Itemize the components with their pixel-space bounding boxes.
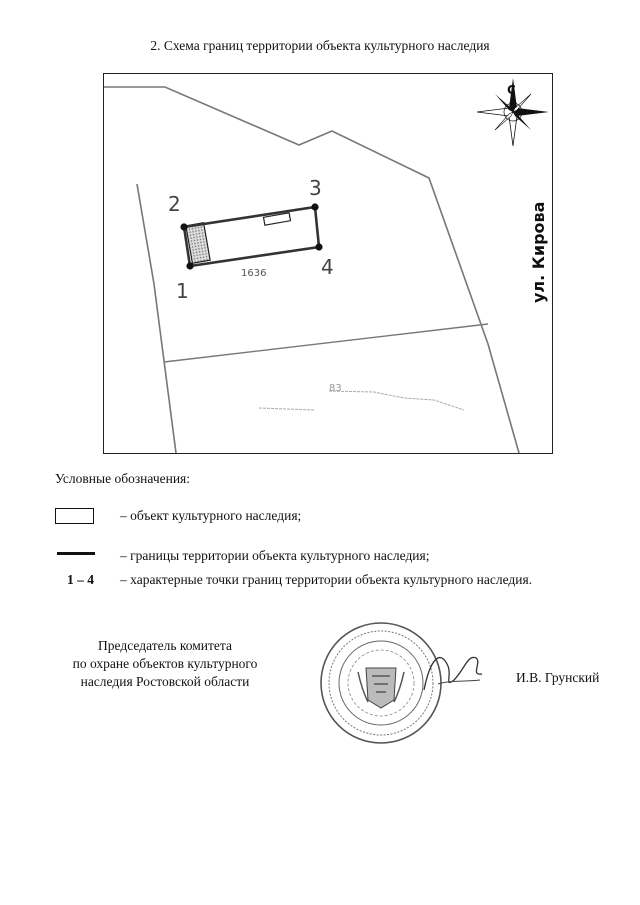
parcel-left-edge — [137, 184, 176, 453]
legend-text-boundary: – границы территории объекта культурного наследия; — [120, 548, 430, 563]
parcel-number: 1636 — [241, 268, 267, 279]
boundary-point-3 — [311, 203, 318, 210]
map-drawing — [104, 74, 552, 453]
point-label-3: 3 — [309, 176, 322, 200]
position-line: по охране объектов культурного — [72, 656, 258, 671]
legend-title: Условные обозначения: — [55, 471, 191, 486]
position-line: наследия Ростовской области — [80, 674, 250, 689]
legend-text-points: – характерные точки границ территории объекта культурного наследия. — [120, 572, 533, 587]
boundary-scheme-map — [103, 73, 553, 454]
boundary-point-4 — [315, 243, 322, 250]
parcel-number-lower: 83 — [329, 383, 342, 394]
lower-parcel-mark — [259, 391, 464, 410]
handwritten-signature — [420, 640, 490, 700]
legend-symbol-box — [55, 508, 94, 524]
street-label: ул. Кирова — [529, 201, 548, 303]
legend-text-object: – объект культурного наследия; — [120, 508, 302, 523]
page-title: 2. Схема границ территории объекта культурного наследия — [150, 38, 490, 53]
point-label-2: 2 — [168, 192, 181, 216]
position-line: Председатель комитета — [98, 638, 232, 653]
north-label: С — [507, 83, 516, 97]
compass-rose-icon — [477, 78, 549, 146]
legend-symbol-line — [57, 552, 95, 555]
point-label-1: 1 — [176, 279, 189, 303]
signatory-position — [40, 637, 290, 691]
legend-symbol-points: 1 – 4 — [67, 572, 94, 587]
parcel-boundary-line — [104, 87, 519, 453]
boundary-point-2 — [180, 223, 187, 230]
signatory-name: И.В. Грунский — [516, 670, 600, 685]
parcel-divider-line — [164, 324, 488, 362]
point-label-4: 4 — [321, 255, 334, 279]
boundary-point-1 — [186, 262, 193, 269]
